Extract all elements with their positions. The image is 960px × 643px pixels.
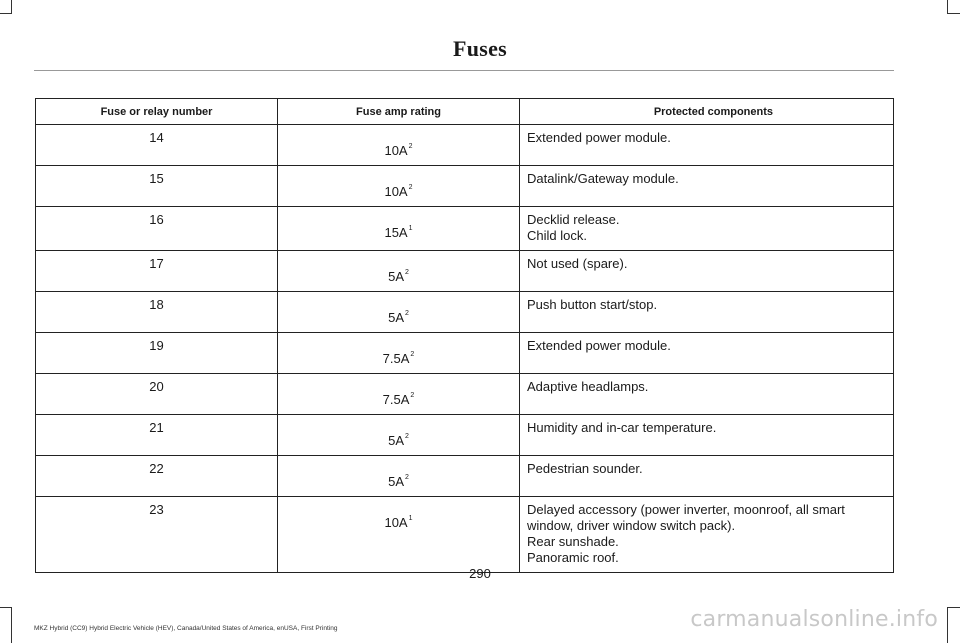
table-row xyxy=(36,251,894,292)
column-header-protected-components: Protected components xyxy=(520,99,894,125)
amp-rating-cell xyxy=(278,125,520,166)
protected-components-cell: Humidity and in-car temperature. xyxy=(520,415,894,456)
amp-rating-cell xyxy=(278,251,520,292)
watermark: carmanualsonline.info xyxy=(690,607,938,632)
amp-rating-cell xyxy=(278,374,520,415)
amp-rating-value: 10A xyxy=(384,143,408,158)
amp-rating-cell xyxy=(278,333,520,374)
title-divider xyxy=(34,70,894,71)
footnote-marker: 2 xyxy=(405,310,409,317)
crop-mark-top-right-h xyxy=(947,13,960,14)
table-row xyxy=(36,333,894,374)
crop-mark-bottom-right-v xyxy=(947,607,948,643)
amp-rating-cell xyxy=(278,207,520,251)
amp-rating-cell xyxy=(278,497,520,573)
amp-rating-cell xyxy=(278,415,520,456)
footnote-marker: 2 xyxy=(408,184,413,191)
fuse-number-cell: 22 xyxy=(36,456,278,497)
fuse-number-cell: 20 xyxy=(36,374,278,415)
amp-rating-value: 7.5A xyxy=(382,392,410,407)
amp-rating-value: 5A xyxy=(388,269,404,284)
protected-components-cell: Pedestrian sounder. xyxy=(520,456,894,497)
protected-components-cell: Delayed accessory (power inverter, moonroof, all smart window, driver window switch pack). Rear sunshade. Panoramic roof. xyxy=(520,497,894,573)
page-number: 290 xyxy=(469,566,491,581)
amp-rating-cell xyxy=(278,456,520,497)
crop-mark-bottom-left-h xyxy=(0,607,12,608)
protected-components-cell: Decklid release. Child lock. xyxy=(520,207,894,251)
crop-mark-bottom-left-v xyxy=(11,607,12,643)
amp-rating-cell xyxy=(278,292,520,333)
table-row xyxy=(36,374,894,415)
footnote-marker: 2 xyxy=(405,474,409,481)
table-row xyxy=(36,207,894,251)
footnote-marker: 2 xyxy=(410,392,415,399)
footnote-marker: 2 xyxy=(410,351,415,358)
fuse-number-cell: 18 xyxy=(36,292,278,333)
column-header-amp-rating: Fuse amp rating xyxy=(278,99,520,125)
amp-rating-value: 10A xyxy=(384,515,408,530)
table-row xyxy=(36,166,894,207)
protected-components-cell: Extended power module. xyxy=(520,125,894,166)
amp-rating-value: 10A xyxy=(384,184,408,199)
page-title: Fuses xyxy=(452,36,508,61)
table-row xyxy=(36,415,894,456)
fuse-table-body xyxy=(36,125,894,573)
amp-rating-value: 7.5A xyxy=(382,351,410,366)
amp-rating-value: 5A xyxy=(388,474,404,489)
protected-components-cell: Extended power module. xyxy=(520,333,894,374)
footnote-marker: 2 xyxy=(405,433,409,440)
crop-mark-top-right-v xyxy=(947,0,948,14)
table-row xyxy=(36,292,894,333)
fuse-number-cell: 21 xyxy=(36,415,278,456)
crop-mark-bottom-right-h xyxy=(947,607,960,608)
amp-rating-value: 15A xyxy=(384,225,408,240)
protected-components-cell: Push button start/stop. xyxy=(520,292,894,333)
protected-components-cell: Adaptive headlamps. xyxy=(520,374,894,415)
document-footer: MKZ Hybrid (CC9) Hybrid Electric Vehicle (HEV), Canada/United States of America, enUSA, First Printing xyxy=(34,625,338,632)
footnote-marker: 1 xyxy=(408,515,413,522)
fuse-number-cell: 16 xyxy=(36,207,278,251)
fuse-number-cell: 23 xyxy=(36,497,278,573)
fuse-number-cell: 14 xyxy=(36,125,278,166)
protected-components-cell: Datalink/Gateway module. xyxy=(520,166,894,207)
column-header-fuse-number: Fuse or relay number xyxy=(36,99,278,125)
table-row xyxy=(36,497,894,573)
fuse-number-cell: 15 xyxy=(36,166,278,207)
fuse-number-cell: 17 xyxy=(36,251,278,292)
amp-rating-value: 5A xyxy=(388,433,404,448)
footnote-marker: 2 xyxy=(408,143,413,150)
amp-rating-value: 5A xyxy=(388,310,404,325)
amp-rating-cell xyxy=(278,166,520,207)
footnote-marker: 1 xyxy=(408,225,413,232)
crop-mark-top-left-h xyxy=(0,13,12,14)
fuse-number-cell: 19 xyxy=(36,333,278,374)
table-row xyxy=(36,456,894,497)
protected-components-cell: Not used (spare). xyxy=(520,251,894,292)
fuse-table xyxy=(35,98,894,573)
crop-mark-top-left-v xyxy=(11,0,12,14)
table-row xyxy=(36,125,894,166)
table-header-row xyxy=(36,99,894,125)
footnote-marker: 2 xyxy=(405,269,409,276)
